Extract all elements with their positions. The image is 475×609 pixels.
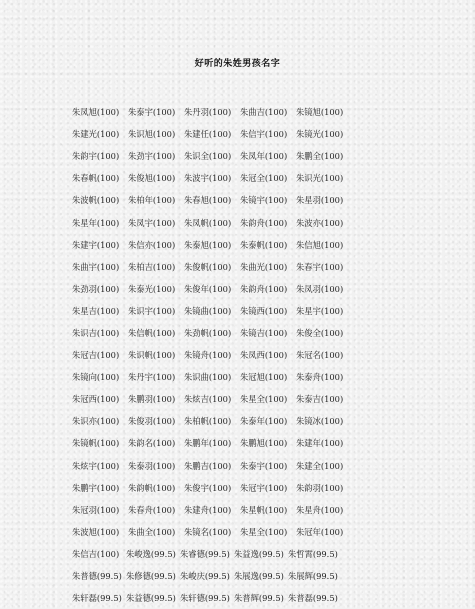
name-entry: 朱镜旭(100) bbox=[296, 107, 344, 118]
name-entry: 朱建年(100) bbox=[296, 438, 344, 449]
name-row bbox=[72, 477, 356, 499]
name-row bbox=[72, 455, 356, 477]
name-entry: 朱冠羽(100) bbox=[72, 504, 120, 515]
name-entry: 朱韵羽(100) bbox=[296, 482, 344, 493]
name-entry: 朱曲光(100) bbox=[240, 261, 288, 272]
name-entry: 朱镜名(100) bbox=[184, 526, 232, 537]
name-row bbox=[72, 521, 356, 543]
name-entry: 朱益德(99.5) bbox=[126, 593, 176, 604]
name-entry: 朱柏吉(100) bbox=[128, 261, 176, 272]
name-entry: 朱修德(99.5) bbox=[126, 571, 176, 582]
name-entry: 朱轩德(99.5) bbox=[180, 593, 230, 604]
name-entry: 朱俊羽(100) bbox=[128, 416, 176, 427]
name-entry: 朱曲全(100) bbox=[128, 526, 176, 537]
name-entry: 朱星帆(100) bbox=[240, 504, 288, 515]
name-entry: 朱俊宇(100) bbox=[184, 482, 232, 493]
name-entry: 朱柏帆(100) bbox=[184, 416, 232, 427]
name-entry: 朱冠名(100) bbox=[296, 350, 344, 361]
name-entry: 朱泰帆(100) bbox=[240, 239, 288, 250]
name-entry: 朱鹏年(100) bbox=[184, 438, 232, 449]
name-entry: 朱星舟(100) bbox=[296, 504, 344, 515]
name-entry: 朱俊全(100) bbox=[296, 327, 344, 338]
name-entry: 朱泰宇(100) bbox=[240, 460, 288, 471]
name-entry: 朱识帆(100) bbox=[128, 350, 176, 361]
name-entry: 朱普磊(99.5) bbox=[288, 593, 338, 604]
name-entry: 朱鹏羽(100) bbox=[128, 394, 176, 405]
name-row bbox=[72, 499, 356, 521]
names-grid bbox=[72, 101, 356, 609]
name-entry: 朱韵舟(100) bbox=[240, 217, 288, 228]
name-entry: 朱镜宇(100) bbox=[240, 195, 288, 206]
name-entry: 朱镜冰(100) bbox=[296, 416, 344, 427]
name-entry: 朱星全(100) bbox=[240, 526, 288, 537]
name-entry: 朱展逸(99.5) bbox=[234, 571, 284, 582]
name-row bbox=[72, 123, 356, 145]
name-entry: 朱建全(100) bbox=[296, 460, 344, 471]
name-entry: 朱波帆(100) bbox=[72, 195, 120, 206]
name-entry: 朱曲吉(100) bbox=[240, 107, 288, 118]
name-row bbox=[72, 565, 356, 587]
name-entry: 朱峻庆(99.5) bbox=[180, 571, 230, 582]
name-entry: 朱韵帆(100) bbox=[128, 482, 176, 493]
name-row bbox=[72, 344, 356, 366]
name-row bbox=[72, 543, 356, 565]
name-row bbox=[72, 432, 356, 454]
name-entry: 朱识亦(100) bbox=[72, 416, 120, 427]
name-entry: 朱泰年(100) bbox=[240, 416, 288, 427]
name-row bbox=[72, 101, 356, 123]
name-entry: 朱凤年(100) bbox=[240, 151, 288, 162]
name-entry: 朱峻逸(99.5) bbox=[126, 548, 176, 559]
name-entry: 朱冠全(100) bbox=[240, 173, 288, 184]
name-entry: 朱春帆(100) bbox=[72, 173, 120, 184]
name-entry: 朱识吉(100) bbox=[72, 327, 120, 338]
name-entry: 朱泰吉(100) bbox=[296, 394, 344, 405]
name-row bbox=[72, 145, 356, 167]
name-row bbox=[72, 234, 356, 256]
name-entry: 朱炫宇(100) bbox=[72, 460, 120, 471]
name-entry: 朱普德(99.5) bbox=[72, 571, 122, 582]
name-entry: 朱星羽(100) bbox=[296, 195, 344, 206]
name-entry: 朱劲宇(100) bbox=[128, 151, 176, 162]
name-entry: 朱识旭(100) bbox=[128, 129, 176, 140]
name-entry: 朱丹宇(100) bbox=[128, 372, 176, 383]
name-row bbox=[72, 278, 356, 300]
name-entry: 朱鹏全(100) bbox=[296, 151, 344, 162]
name-entry: 朱波亦(100) bbox=[296, 217, 344, 228]
name-entry: 朱睿德(99.5) bbox=[180, 548, 230, 559]
name-row bbox=[72, 189, 356, 211]
name-entry: 朱俊旭(100) bbox=[128, 173, 176, 184]
name-entry: 朱信帆(100) bbox=[128, 327, 176, 338]
name-entry: 朱泰宇(100) bbox=[128, 107, 176, 118]
name-row bbox=[72, 256, 356, 278]
name-entry: 朱劲羽(100) bbox=[72, 283, 120, 294]
name-row bbox=[72, 167, 356, 189]
name-entry: 朱轩磊(99.5) bbox=[72, 593, 122, 604]
name-entry: 朱星宇(100) bbox=[296, 305, 344, 316]
name-entry: 朱劲帆(100) bbox=[184, 327, 232, 338]
name-entry: 朱凤旭(100) bbox=[72, 107, 120, 118]
document-title: 好听的朱姓男孩名字 bbox=[194, 59, 281, 69]
name-row bbox=[72, 322, 356, 344]
name-entry: 朱冠西(100) bbox=[72, 394, 120, 405]
name-entry: 朱识光(100) bbox=[296, 173, 344, 184]
name-entry: 朱星全(100) bbox=[240, 394, 288, 405]
name-row bbox=[72, 366, 356, 388]
name-entry: 朱识宇(100) bbox=[128, 305, 176, 316]
name-row bbox=[72, 410, 356, 432]
name-entry: 朱鹏宇(100) bbox=[72, 482, 120, 493]
name-entry: 朱冠旭(100) bbox=[240, 372, 288, 383]
name-entry: 朱凤宇(100) bbox=[128, 217, 176, 228]
name-entry: 朱冠宇(100) bbox=[240, 482, 288, 493]
name-entry: 朱春宇(100) bbox=[296, 261, 344, 272]
name-entry: 朱韵名(100) bbox=[128, 438, 176, 449]
name-entry: 朱俊年(100) bbox=[184, 283, 232, 294]
name-entry: 朱鹏旭(100) bbox=[240, 438, 288, 449]
name-entry: 朱曲宇(100) bbox=[72, 261, 120, 272]
name-entry: 朱冠年(100) bbox=[296, 526, 344, 537]
name-entry: 朱信宇(100) bbox=[240, 129, 288, 140]
name-entry: 朱镜曲(100) bbox=[184, 305, 232, 316]
name-entry: 朱信旭(100) bbox=[296, 239, 344, 250]
name-entry: 朱普辉(99.5) bbox=[234, 593, 284, 604]
name-entry: 朱建任(100) bbox=[184, 129, 232, 140]
name-entry: 朱凤西(100) bbox=[240, 350, 288, 361]
name-entry: 朱镜向(100) bbox=[72, 372, 120, 383]
name-entry: 朱建光(100) bbox=[72, 129, 120, 140]
name-entry: 朱识曲(100) bbox=[184, 372, 232, 383]
name-entry: 朱波旭(100) bbox=[72, 526, 120, 537]
name-row bbox=[72, 587, 356, 609]
name-entry: 朱信吉(100) bbox=[72, 548, 120, 559]
name-entry: 朱丹羽(100) bbox=[184, 107, 232, 118]
name-entry: 朱春舟(100) bbox=[128, 504, 176, 515]
name-entry: 朱韵舟(100) bbox=[240, 283, 288, 294]
name-entry: 朱炫吉(100) bbox=[184, 394, 232, 405]
name-entry: 朱哲霄(99.5) bbox=[288, 548, 338, 559]
name-entry: 朱冠吉(100) bbox=[72, 350, 120, 361]
name-entry: 朱镜舟(100) bbox=[184, 350, 232, 361]
name-entry: 朱益逸(99.5) bbox=[234, 548, 284, 559]
name-entry: 朱建宇(100) bbox=[72, 239, 120, 250]
name-entry: 朱泰光(100) bbox=[128, 283, 176, 294]
name-entry: 朱镜光(100) bbox=[296, 129, 344, 140]
name-entry: 朱鹏吉(100) bbox=[184, 460, 232, 471]
name-entry: 朱信亦(100) bbox=[128, 239, 176, 250]
name-entry: 朱波宇(100) bbox=[184, 173, 232, 184]
name-entry: 朱柏年(100) bbox=[128, 195, 176, 206]
name-entry: 朱泰旭(100) bbox=[184, 239, 232, 250]
name-entry: 朱镜帆(100) bbox=[72, 438, 120, 449]
name-entry: 朱识全(100) bbox=[184, 151, 232, 162]
name-entry: 朱镜吉(100) bbox=[240, 327, 288, 338]
name-entry: 朱泰舟(100) bbox=[296, 372, 344, 383]
name-entry: 朱星吉(100) bbox=[72, 305, 120, 316]
name-entry: 朱韵宇(100) bbox=[72, 151, 120, 162]
name-row bbox=[72, 300, 356, 322]
name-entry: 朱展辉(99.5) bbox=[288, 571, 338, 582]
name-entry: 朱星年(100) bbox=[72, 217, 120, 228]
name-entry: 朱凤帆(100) bbox=[184, 217, 232, 228]
name-entry: 朱凤羽(100) bbox=[296, 283, 344, 294]
name-entry: 朱俊帆(100) bbox=[184, 261, 232, 272]
name-row bbox=[72, 388, 356, 410]
name-entry: 朱春旭(100) bbox=[184, 195, 232, 206]
name-entry: 朱泰羽(100) bbox=[128, 460, 176, 471]
name-entry: 朱建舟(100) bbox=[184, 504, 232, 515]
name-row bbox=[72, 211, 356, 233]
name-entry: 朱镜西(100) bbox=[240, 305, 288, 316]
